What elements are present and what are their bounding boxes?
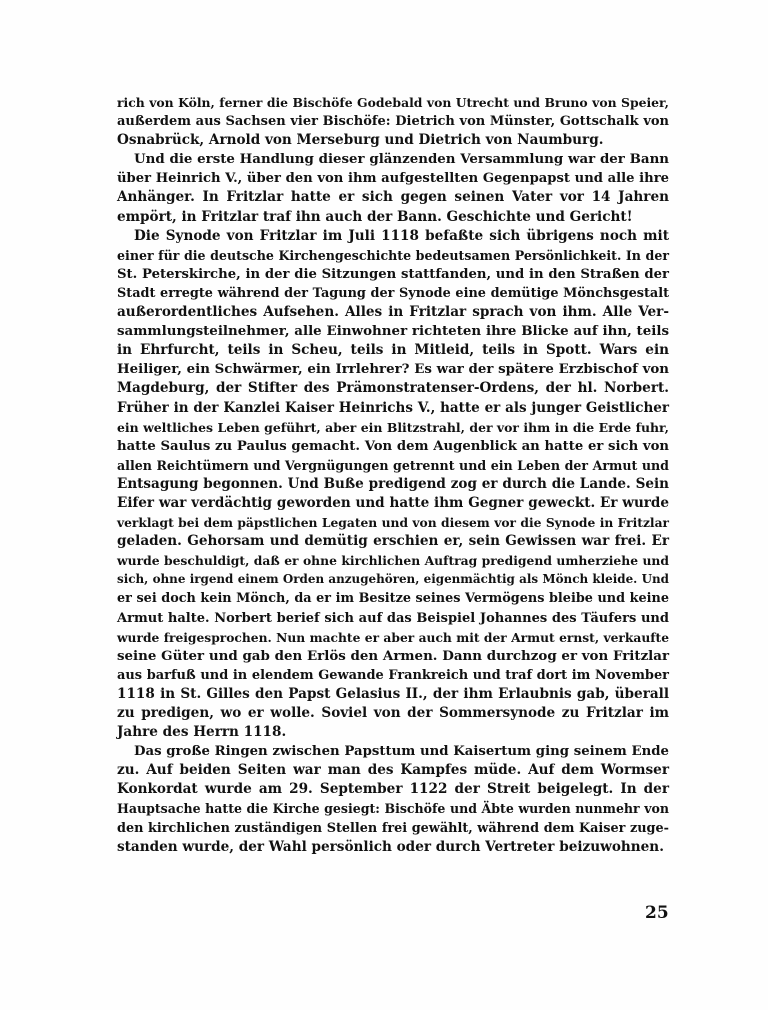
text-line: Eifer war verdächtig geworden und hatte ihm Gegner geweckt. Er wurde [117, 494, 669, 511]
text-line: geladen. Gehorsam und demütig erschien er, sein Gewissen war frei. Er [117, 533, 669, 550]
text-line: einer für die deutsche Kirchengeschichte bedeutsamen Persönlichkeit. In der [117, 247, 669, 263]
text-line: empört, in Fritzlar traf ihn auch der Bann. Geschichte und Gericht! [117, 208, 633, 225]
text-line: Stadt erregte während der Tagung der Synode eine demütige Mönchsgestalt [117, 285, 669, 301]
text-line: Konkordat wurde am 29. September 1122 der Streit beigelegt. In der [117, 781, 669, 798]
text-line: aus barfuß und in elendem Gewande Frankreich und traf dort im November [117, 667, 669, 683]
text-line: in Ehrfurcht, teils in Scheu, teils in Mitleid, teils in Spott. Wars ein [117, 342, 669, 359]
text-line: Armut halte. Norbert berief sich auf das Beispiel Johannes des Täufers und [117, 610, 669, 626]
text-line: zu. Auf beiden Seiten war man des Kampfes müde. Auf dem Wormser [117, 762, 669, 779]
text-line: ein weltliches Leben geführt, aber ein Blitzstrahl, der vor ihm in die Erde fuhr, [117, 419, 669, 435]
text-line: Entsagung begonnen. Und Buße predigend zog er durch die Lande. Sein [117, 475, 669, 492]
text-line: allen Reichtümern und Vergnügungen getrennt und ein Leben der Armut und [117, 457, 669, 473]
text-line: 1118 in St. Gilles den Papst Gelasius II., der ihm Erlaubnis gab, überall [117, 685, 669, 702]
text-line: rich von Köln, ferner die Bischöfe Godebald von Utrecht und Bruno von Speier, [117, 95, 669, 110]
text-line: St. Peterskirche, in der die Sitzungen stattfanden, und in den Straßen der [117, 266, 669, 282]
paragraph-start-line: Und die erste Handlung dieser glänzenden Versammlung war der Bann [134, 151, 669, 168]
body-text [117, 93, 669, 857]
text-line: seine Güter und gab den Erlös den Armen. Dann durchzog er von Fritzlar [117, 647, 669, 664]
text-line: Osnabrück, Arnold von Merseburg und Dietrich von Naumburg. [117, 132, 604, 149]
text-line: den kirchlichen zuständigen Stellen frei gewählt, während dem Kaiser zuge- [117, 820, 669, 836]
text-line: standen wurde, der Wahl persönlich oder durch Vertreter beizuwohnen. [117, 838, 664, 855]
text-line: außerordentliches Aufsehen. Alles in Fritzlar sprach von ihm. Alle Ver- [117, 304, 669, 321]
text-line: sich, ohne irgend einem Orden anzugehören, eigenmächtig als Mönch kleide. Und [117, 572, 669, 587]
text-line: verklagt bei dem päpstlichen Legaten und von diesem vor die Synode in Fritzlar [117, 515, 669, 531]
text-line: hatte Saulus zu Paulus gemacht. Von dem Augenblick an hatte er sich von [117, 438, 669, 454]
text-line: Heiliger, ein Schwärmer, ein Irrlehrer? Es war der spätere Erzbischof von [117, 361, 669, 378]
text-line: wurde beschuldigt, daß er ohne kirchlichen Auftrag predigend umherziehe und [117, 553, 669, 569]
paragraph-start-line: Das große Ringen zwischen Papsttum und Kaisertum ging seinem Ende [134, 744, 669, 760]
text-line: Früher in der Kanzlei Kaiser Heinrichs V., hatte er als junger Geistlicher [117, 399, 669, 416]
text-line: Jahre des Herrn 1118. [117, 724, 287, 741]
text-line: sammlungsteilnehmer, alle Einwohner richteten ihre Blicke auf ihn, teils [117, 323, 669, 340]
paragraph-start-line: Die Synode von Fritzlar im Juli 1118 befaßte sich übrigens noch mit [134, 227, 669, 244]
page-number: 25 [645, 903, 669, 923]
text-line: über Heinrich V., über den von ihm aufgestellten Gegenpapst und alle ihre [117, 171, 669, 187]
text-line: Hauptsache hatte die Kirche gesiegt: Bischöfe und Äbte wurden nunmehr von [117, 801, 669, 817]
text-line: Anhänger. In Fritzlar hatte er sich gegen seinen Vater vor 14 Jahren [117, 189, 669, 206]
text-line: Magdeburg, der Stifter des Prämonstratenser-Ordens, der hl. Norbert. [117, 380, 669, 397]
text-line: wurde freigesprochen. Nun machte er aber auch mit der Armut ernst, verkaufte [117, 629, 669, 645]
text-line: außerdem aus Sachsen vier Bischöfe: Dietrich von Münster, Gottschalk von [117, 114, 669, 130]
text-line: zu predigen, wo er wolle. Soviel von der Sommersynode zu Fritzlar im [117, 705, 669, 721]
text-line: er sei doch kein Mönch, da er im Besitze seines Vermögens bleibe und keine [117, 591, 669, 607]
